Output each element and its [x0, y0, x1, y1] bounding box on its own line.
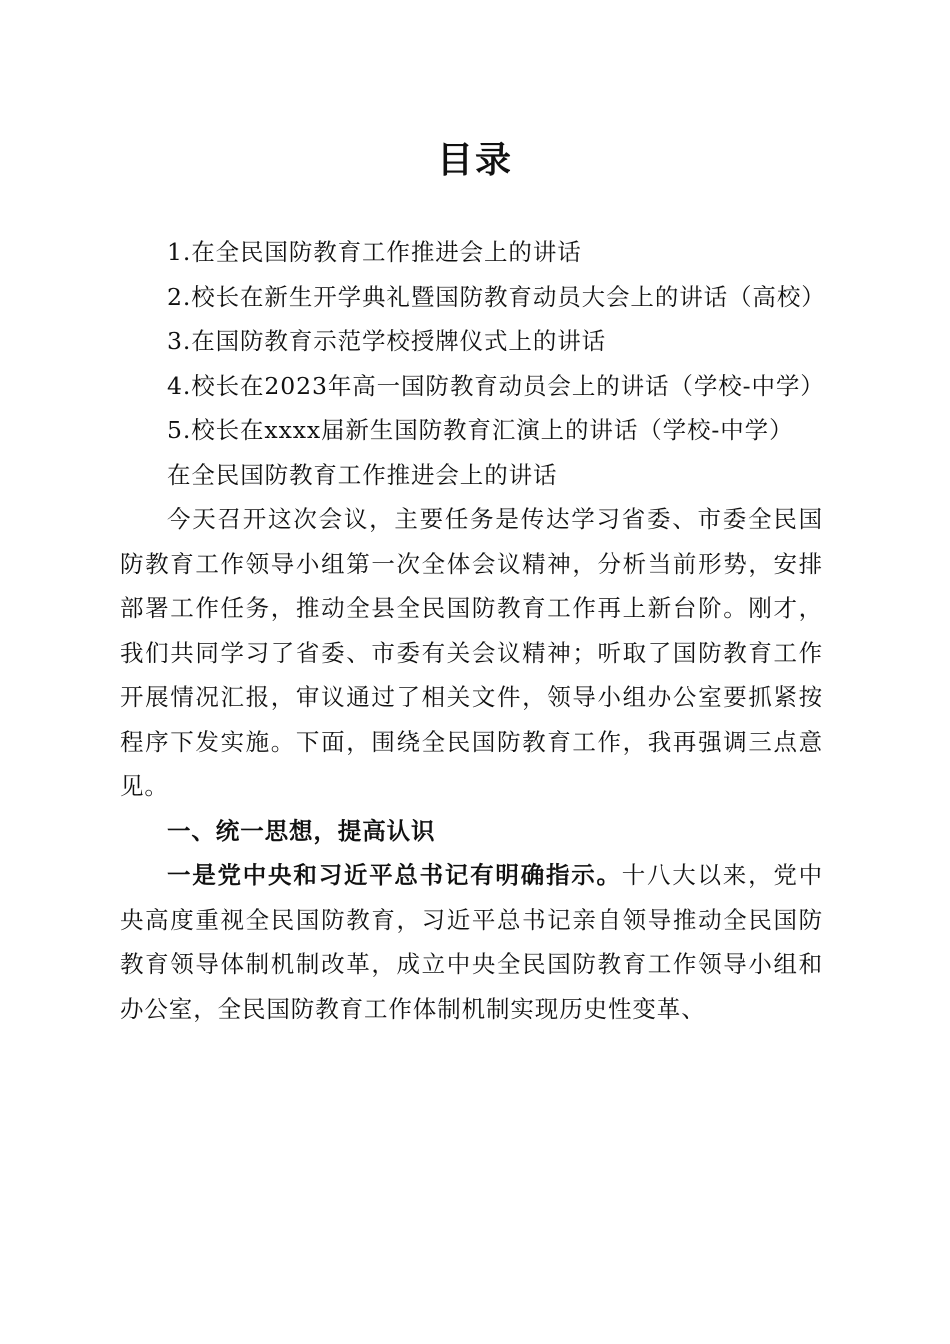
section-lead-sentence: 一是党中央和习近平总书记有明确指示。 [167, 861, 622, 889]
document-body [120, 230, 826, 1031]
speech-title: 在全民国防教育工作推进会上的讲话 [167, 460, 558, 489]
section-paragraph-1 [120, 853, 823, 1031]
intro-paragraph: 今天召开这次会议，主要任务是传达学习省委、市委全民国防教育工作领导小组第一次全体会议精神，分析当前形势，安排部署工作任务，推动全县全民国防教育工作再上新台阶。刚才，我们共同学习了省委、市委有关会议精神；听取了国防教育工作开展情况汇报，审议通过了相关文件，领导小组办公室要抓紧按程序下发实施。下面，围绕全民国防教育工作，我再强调三点意见。 [120, 505, 823, 800]
toc-item-1: 1.在全民国防教育工作推进会上的讲话 [167, 238, 582, 266]
section-body-text: 十八大以来，党中央高度重视全民国防教育，习近平总书记亲自领导推动全民国防教育领导体制机制改革，成立中央全民国防教育工作领导小组和办公室，全民国防教育工作体制机制实现历史性变革、 [120, 861, 823, 1023]
page-title: 目录 [436, 139, 513, 181]
section-heading-1: 一、统一思想，提高认识 [167, 816, 436, 845]
toc-item-4: 4.校长在2023年高一国防教育动员会上的讲话（学校-中学） [167, 371, 825, 400]
toc-item-5: 5.校长在xxxx届新生国防教育汇演上的讲话（学校-中学） [167, 416, 794, 444]
toc-item-3: 3.在国防教育示范学校授牌仪式上的讲话 [167, 327, 607, 355]
toc-item-2: 2.校长在新生开学典礼暨国防教育动员大会上的讲话（高校） [167, 282, 826, 311]
